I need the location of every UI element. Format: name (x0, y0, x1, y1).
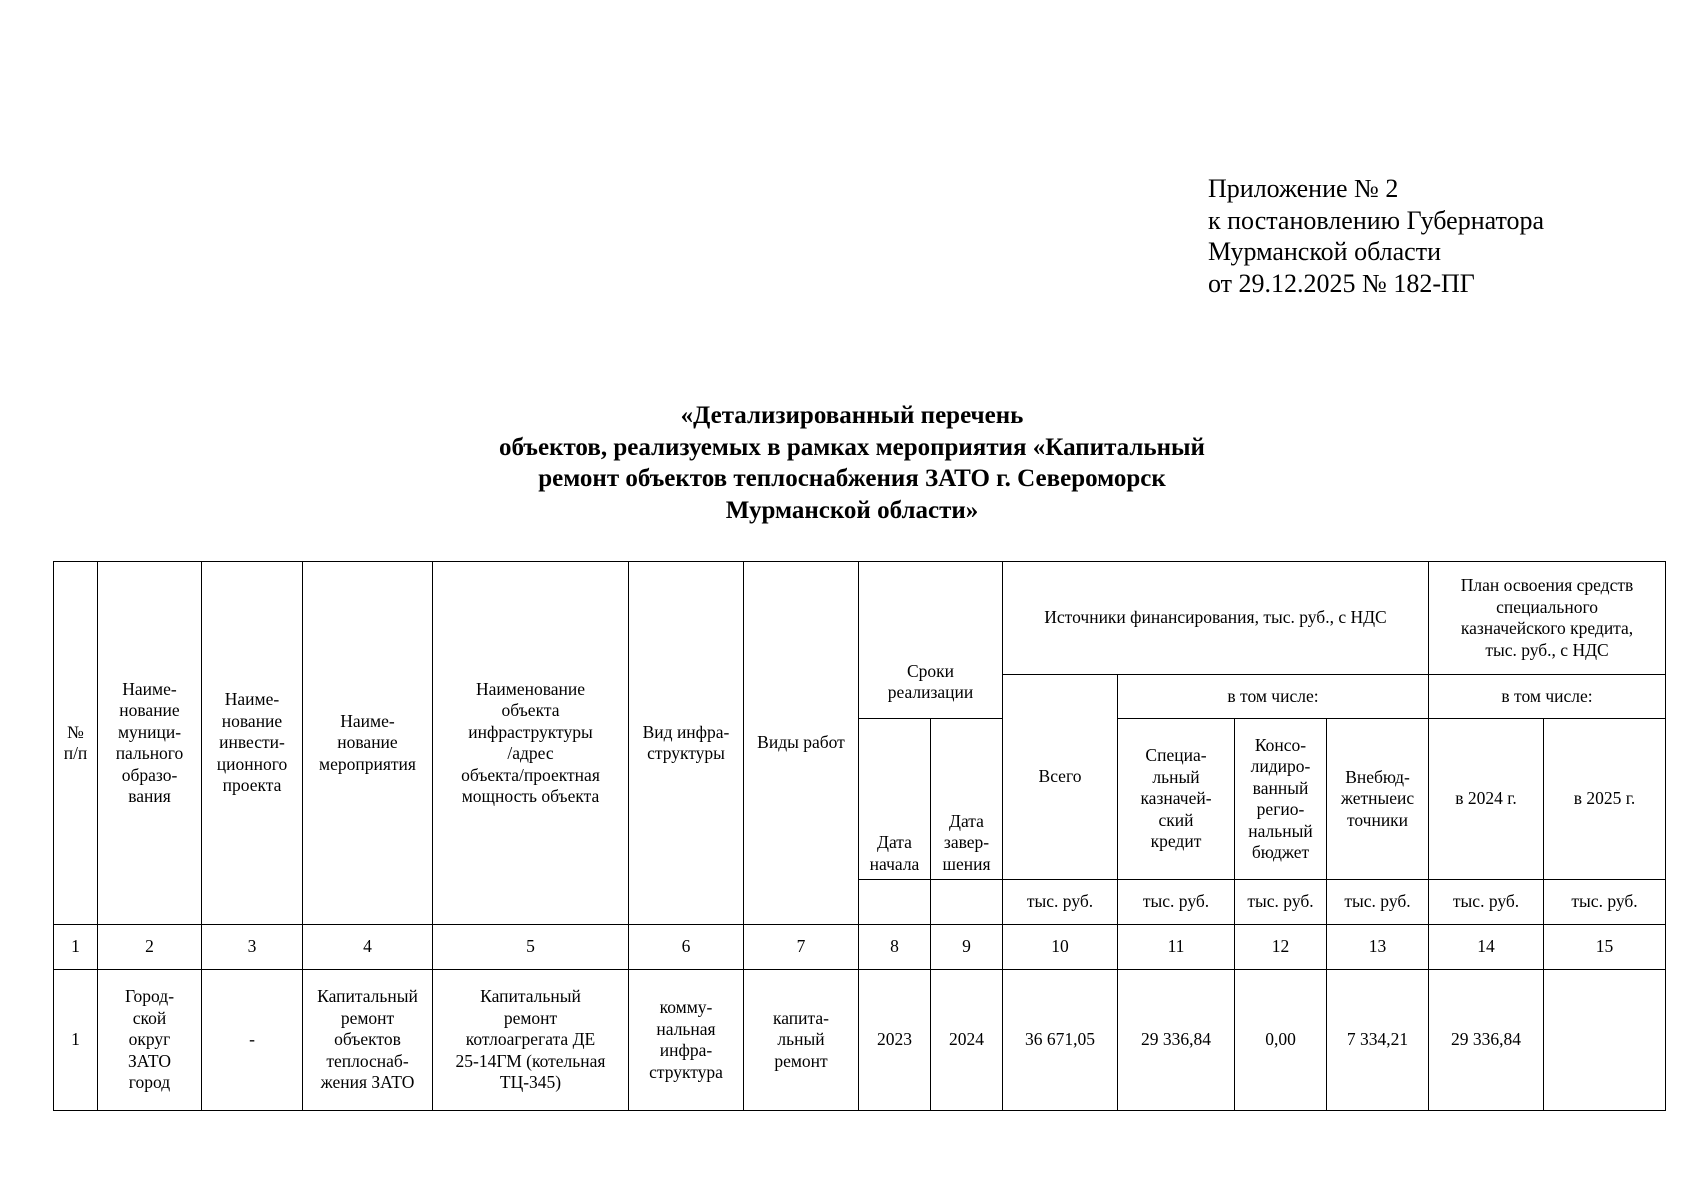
header-total: Всего (1003, 675, 1118, 880)
title-line: «Детализированный перечень (680, 402, 1024, 429)
column-number: 5 (433, 925, 629, 970)
column-number: 6 (629, 925, 744, 970)
cell-work-type: капита- льный ремонт (744, 970, 859, 1111)
header-year-2025: в 2025 г. (1544, 719, 1666, 880)
unit-cell: тыс. руб. (1235, 880, 1327, 925)
appendix-line: к постановлению Губернатора (1208, 205, 1545, 235)
column-number: 2 (98, 925, 202, 970)
objects-table (53, 561, 1666, 1111)
header-end-date: Дата завер- шения (931, 719, 1003, 880)
cell-infra-type: комму- нальная инфра- структура (629, 970, 744, 1111)
header-sources: Источники финансирования, тыс. руб., с НДС (1003, 562, 1429, 675)
column-number: 10 (1003, 925, 1118, 970)
cell-project: - (202, 970, 303, 1111)
cell-year-2024: 29 336,84 (1429, 970, 1544, 1111)
header-municipality: Наиме- нование муници- пального образо- вания (98, 562, 202, 925)
appendix-line: Приложение № 2 (1208, 174, 1399, 203)
cell-end: 2024 (931, 970, 1003, 1111)
header-object: Наименование объекта инфраструктуры /адрес объекта/проектная мощность объекта (433, 562, 629, 925)
column-number: 14 (1429, 925, 1544, 970)
column-number: 8 (859, 925, 931, 970)
header-end-date-cont (931, 880, 1003, 925)
cell-extrabudget: 7 334,21 (1327, 970, 1429, 1111)
header-consolidated-budget: Консо- лидиро- ванный регио- нальный бюджет (1235, 719, 1327, 880)
cell-consolidated-budget: 0,00 (1235, 970, 1327, 1111)
column-number: 12 (1235, 925, 1327, 970)
cell-measure: Капитальный ремонт объектов теплоснаб- жения ЗАТО (303, 970, 433, 1111)
header-work-types: Виды работ (744, 562, 859, 925)
cell-total: 36 671,05 (1003, 970, 1118, 1111)
cell-start: 2023 (859, 970, 931, 1111)
unit-cell: тыс. руб. (1118, 880, 1235, 925)
header-including-plan: в том числе: (1429, 675, 1666, 719)
appendix-line: от 29.12.2025 № 182-ПГ (1208, 268, 1475, 298)
cell-num: 1 (54, 970, 98, 1111)
header-plan: План освоения средств специального казначейского кредита, тыс. руб., с НДС (1429, 562, 1666, 675)
cell-object: Капитальный ремонт котлоагрегата ДЕ 25-14ГМ (котельная ТЦ-345) (433, 970, 629, 1111)
cell-treasury-credit: 29 336,84 (1118, 970, 1235, 1111)
unit-cell: тыс. руб. (1429, 880, 1544, 925)
unit-cell: тыс. руб. (1003, 880, 1118, 925)
cell-municipality: Город- ской округ ЗАТО город (98, 970, 202, 1111)
unit-cell: тыс. руб. (1327, 880, 1429, 925)
title-line: Мурманской области» (725, 496, 979, 524)
header-start-date: Дата начала (859, 719, 931, 880)
header-measure: Наиме- нование мероприятия (303, 562, 433, 925)
header-including-sources: в том числе: (1118, 675, 1429, 719)
column-number: 4 (303, 925, 433, 970)
column-number: 11 (1118, 925, 1235, 970)
column-number: 15 (1544, 925, 1666, 970)
title-line: ремонт объектов теплоснабжения ЗАТО г. Североморск (538, 465, 1166, 492)
header-start-date-cont (859, 880, 931, 925)
cell-year-2025 (1544, 970, 1666, 1111)
table-row (54, 970, 1666, 1111)
title-line: объектов, реализуемых в рамках мероприятия «Капитальный (499, 433, 1205, 461)
column-number: 3 (202, 925, 303, 970)
appendix-block (1208, 173, 1544, 299)
unit-cell: тыс. руб. (1544, 880, 1666, 925)
header-year-2024: в 2024 г. (1429, 719, 1544, 880)
column-number: 9 (931, 925, 1003, 970)
header-terms: Сроки реализации (859, 562, 1003, 719)
column-number: 7 (744, 925, 859, 970)
header-infra-type: Вид инфра- структуры (629, 562, 744, 925)
header-project: Наиме- нование инвести- ционного проекта (202, 562, 303, 925)
header-num: № п/п (54, 562, 98, 925)
header-treasury-credit: Специа- льный казначей- ский кредит (1118, 719, 1235, 880)
column-number: 13 (1327, 925, 1429, 970)
column-numbers-row (54, 925, 1666, 970)
header-extrabudget: Внебюд- жетныеис точники (1327, 719, 1429, 880)
appendix-line: Мурманской области (1208, 237, 1441, 266)
column-number: 1 (54, 925, 98, 970)
document-title (0, 400, 1704, 526)
